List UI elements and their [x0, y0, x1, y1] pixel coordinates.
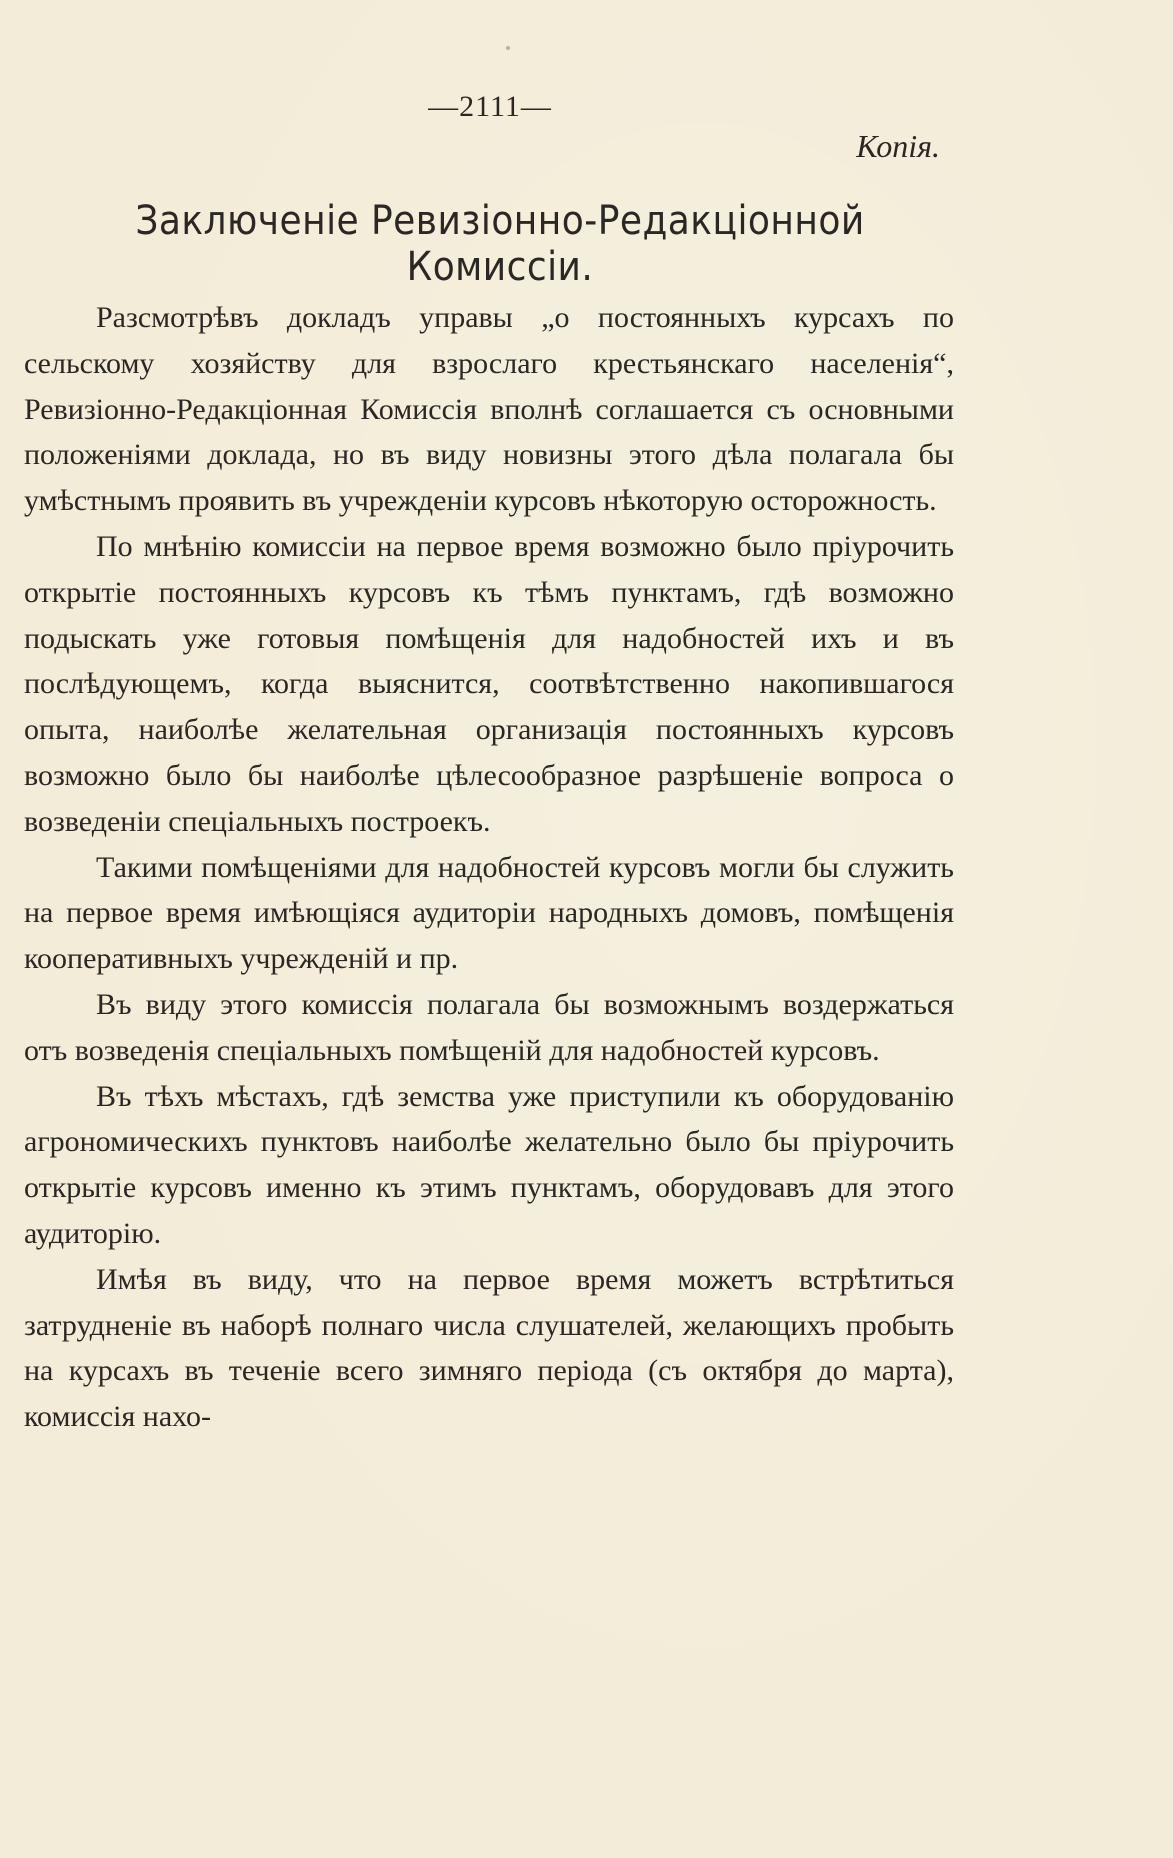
paragraph-1: Разсмотрѣвъ докладъ управы „о постоянныхъ курсахъ по сельскому хозяйству для взрослаго крестьянскаго населенія“, Ревизіонно-Редакціонная Комиссія вполнѣ соглашается съ основными положеніями доклада, но въ виду новизны этого дѣла полагала бы умѣстнымъ проявить въ учрежденіи курсовъ нѣкоторую осторожность.: [24, 301, 954, 518]
paragraph-6: Имѣя въ виду, что на первое время можетъ встрѣтиться затрудненіе въ наборѣ полнаго числа слушателей, желающихъ пробыть на курсахъ въ теченіе всего зимняго періода (съ октября до марта), комиссія нахо-: [24, 1262, 954, 1434]
body-text: [24, 295, 954, 1440]
paragraph-5: Въ тѣхъ мѣстахъ, гдѣ земства уже приступили къ оборудованію агрономическихъ пунктовъ наиболѣе желательно было бы пріурочить открытіе курсовъ именно къ этимъ пунктамъ, оборудовавъ для этого аудиторію.: [24, 1079, 954, 1250]
paragraph-2: По мнѣнію комиссіи на первое время возможно было пріурочить открытіе постоянныхъ курсовъ къ тѣмъ пунктамъ, гдѣ возможно подыскать уже готовыя помѣщенія для надобностей ихъ и въ послѣдующемъ, когда выяснится, соотвѣтственно накопившагося опыта, наиболѣе желательная организація постоянныхъ курсовъ возможно было бы наиболѣе цѣлесообразное разрѣшеніе вопроса о возведеніи спеціальныхъ построекъ.: [24, 529, 954, 838]
scan-speck: [506, 46, 510, 50]
paragraph-4: Въ виду этого комиссія полагала бы возможнымъ воздержаться отъ возведенія спеціальныхъ помѣщеній для надобностей курсовъ.: [24, 987, 954, 1067]
page-number: —2111—: [428, 90, 552, 123]
paragraph-3: Такими помѣщеніями для надобностей курсовъ могли бы служить на первое время имѣющіяся аудиторіи народныхъ домовъ, помѣщенія кооперативныхъ учрежденій и пр.: [24, 850, 954, 976]
document-title: Заключеніе Ревизіонно-Редакціонной Комиссіи.: [135, 198, 865, 290]
copy-mark: Копія.: [856, 128, 940, 164]
